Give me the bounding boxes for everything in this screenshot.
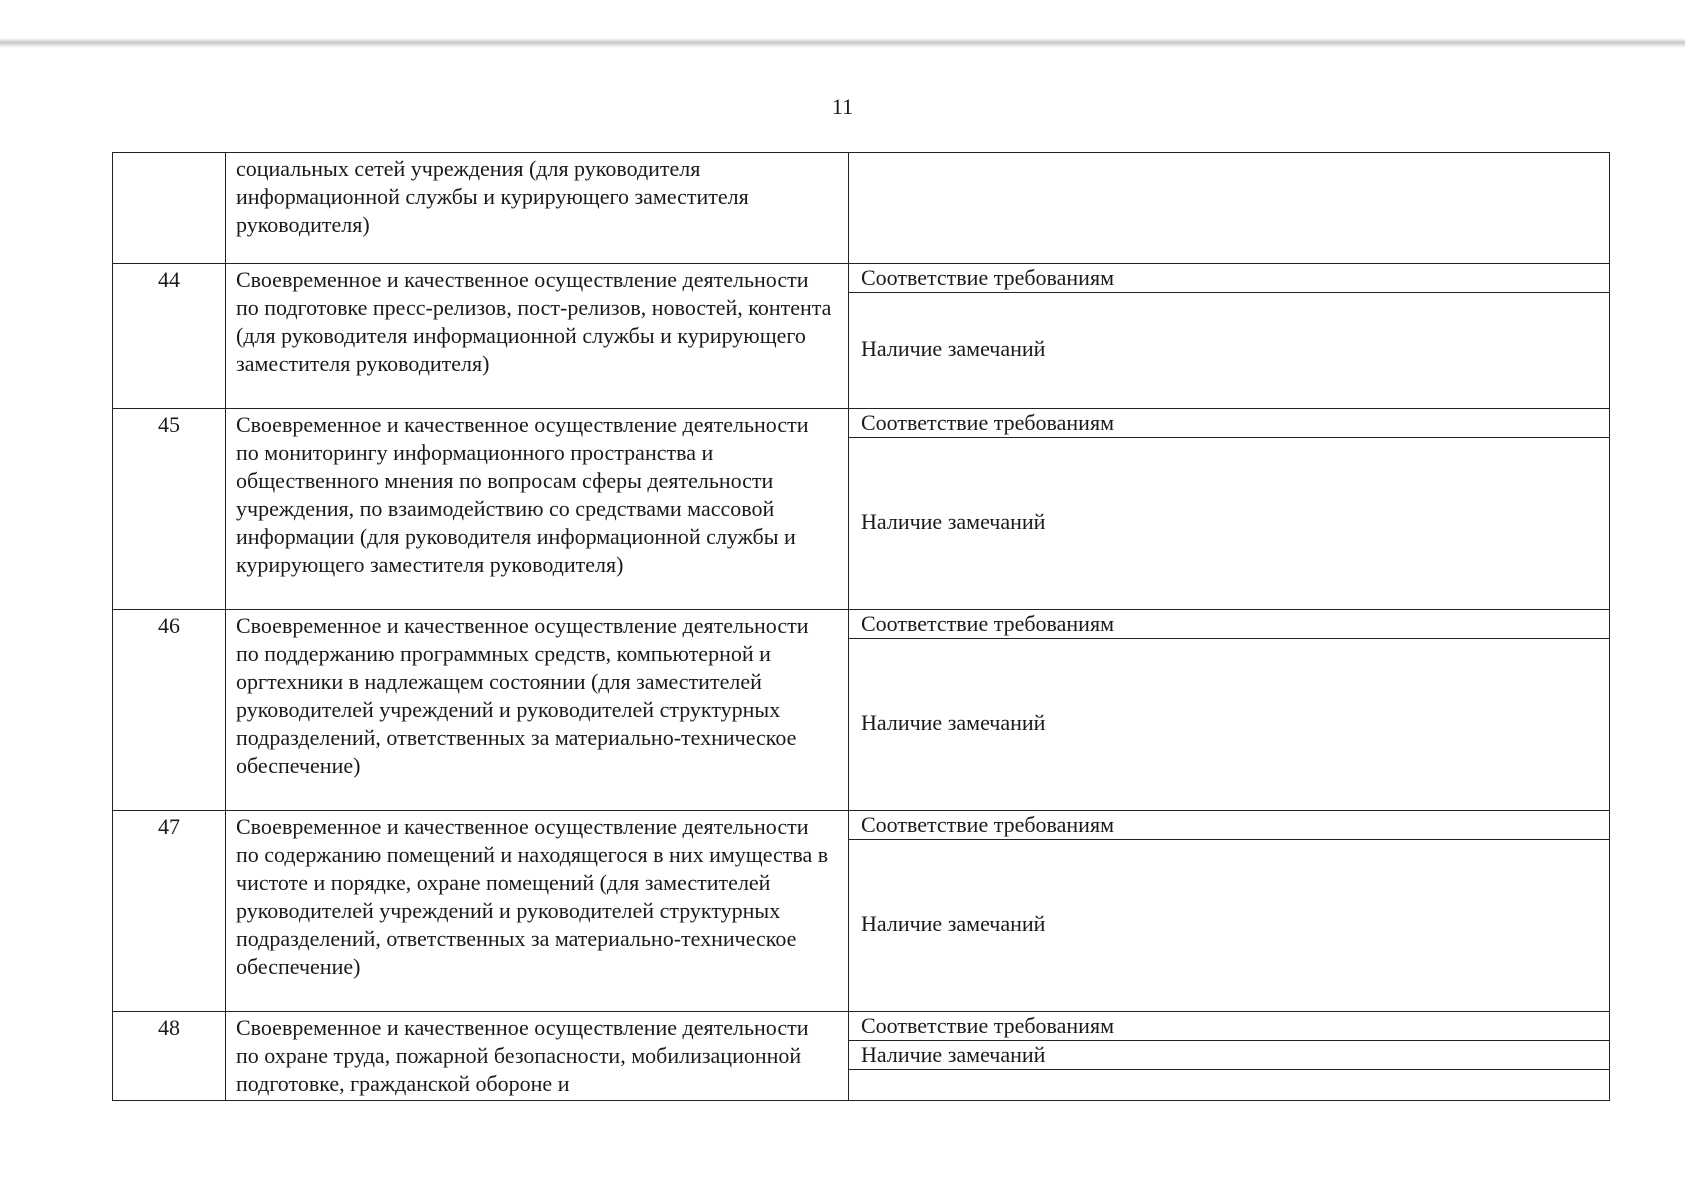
page-number: 11 bbox=[831, 94, 854, 119]
criterion-remarks: Наличие замечаний bbox=[861, 508, 1046, 534]
row-number: 46 bbox=[113, 610, 226, 811]
criterion-compliance: Соответствие требованиям bbox=[849, 1012, 1609, 1041]
table-row-continuation bbox=[113, 153, 1610, 264]
criterion-compliance: Соответствие требованиям bbox=[849, 409, 1609, 438]
table-row bbox=[113, 1012, 1610, 1101]
criteria-table bbox=[112, 152, 1610, 1101]
criterion-remarks: Наличие замечаний bbox=[861, 709, 1046, 735]
criteria-cell bbox=[849, 1012, 1610, 1101]
row-number: 48 bbox=[113, 1012, 226, 1101]
row-number: 45 bbox=[113, 409, 226, 610]
row-description: Своевременное и качественное осуществление деятельности по содержанию помещений и находящегося в них имущества в чистоте и порядке, охране помещений (для заместителей руководителей учреждений и руководителей структурных подразделений, ответственных за материально-техническое обеспечение) bbox=[226, 811, 849, 1012]
scan-edge-artifact bbox=[0, 38, 1685, 48]
row-description: Своевременное и качественное осуществление деятельности по поддержанию программных средств, компьютерной и оргтехники в надлежащем состоянии (для заместителей руководителей учреждений и руководителей структурных подразделений, ответственных за материально-техническое обеспечение) bbox=[226, 610, 849, 811]
criterion-compliance: Соответствие требованиям bbox=[849, 811, 1609, 840]
criteria-cell-empty bbox=[849, 153, 1610, 264]
row-description: Своевременное и качественное осуществление деятельности по подготовке пресс-релизов, пост-релизов, новостей, контента (для руководителя информационной службы и курирующего заместителя руководителя) bbox=[226, 264, 849, 409]
row-number-cell bbox=[113, 153, 226, 264]
criterion-compliance: Соответствие требованиям bbox=[849, 264, 1609, 293]
table-row bbox=[113, 610, 1610, 811]
criterion-compliance: Соответствие требованиям bbox=[849, 610, 1609, 639]
row-number: 47 bbox=[113, 811, 226, 1012]
row-number: 44 bbox=[113, 264, 226, 409]
criterion-remarks: Наличие замечаний bbox=[861, 335, 1046, 361]
criteria-cell bbox=[849, 610, 1610, 811]
row-description: Своевременное и качественное осуществление деятельности по охране труда, пожарной безопасности, мобилизационной подготовке, гражданской обороне и bbox=[226, 1012, 849, 1101]
table-row bbox=[113, 811, 1610, 1012]
row-description: Своевременное и качественное осуществление деятельности по мониторингу информационного пространства и общественного мнения по вопросам сферы деятельности учреждения, по взаимодействию со средствами массовой информации (для руководителя информационной службы и курирующего заместителя руководителя) bbox=[226, 409, 849, 610]
criteria-cell bbox=[849, 811, 1610, 1012]
criterion-empty bbox=[849, 1070, 1609, 1096]
criteria-cell bbox=[849, 409, 1610, 610]
criterion-remarks: Наличие замечаний bbox=[861, 910, 1046, 936]
row-description: социальных сетей учреждения (для руководителя информационной службы и курирующего заместителя руководителя) bbox=[226, 153, 849, 264]
criterion-remarks: Наличие замечаний bbox=[849, 1041, 1609, 1070]
criteria-cell bbox=[849, 264, 1610, 409]
table-row bbox=[113, 264, 1610, 409]
table-row bbox=[113, 409, 1610, 610]
